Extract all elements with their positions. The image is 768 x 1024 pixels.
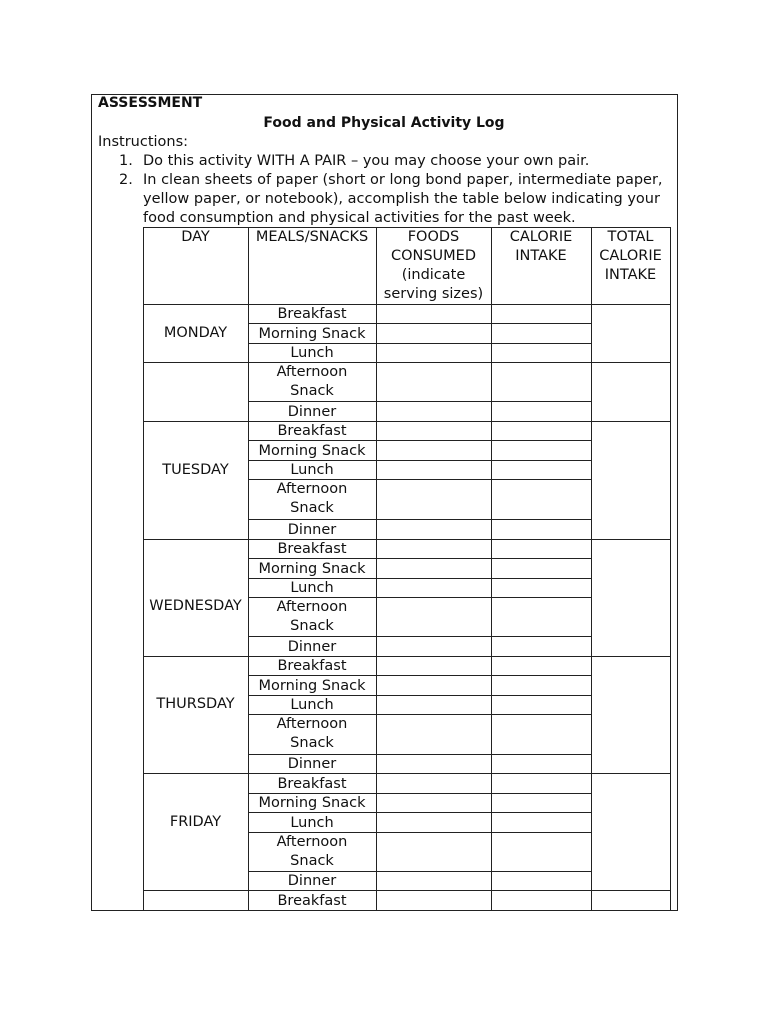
meal-cell-afternoon xyxy=(248,598,376,636)
meal-cell: Lunch xyxy=(290,462,334,478)
header-foods-line-1: FOODS xyxy=(407,229,460,245)
assessment-heading: ASSESSMENT xyxy=(98,95,203,111)
header-calorie-line-2: INTAKE xyxy=(515,248,567,264)
header-day xyxy=(143,228,248,247)
meal-cell: Morning Snack xyxy=(258,677,366,694)
instruction-1-line-1: Do this activity WITH A PAIR – you may choose your own pair. xyxy=(143,153,590,169)
afternoon-line-1: Afternoon xyxy=(276,364,348,380)
meal-cell-afternoon xyxy=(248,363,376,401)
instruction-number-1: 1. xyxy=(119,153,133,169)
header-foods xyxy=(376,228,491,304)
day-label-monday: MONDAY xyxy=(163,325,228,341)
meal-cell: Lunch xyxy=(290,580,334,596)
header-foods-line-3: (indicate xyxy=(401,267,466,283)
meal-cell: Morning Snack xyxy=(258,325,366,342)
header-total xyxy=(591,228,670,285)
day-label-friday: FRIDAY xyxy=(169,814,222,830)
afternoon-line-1: Afternoon xyxy=(276,834,348,850)
afternoon-line-2: Snack xyxy=(290,853,334,869)
meal-cell: Breakfast xyxy=(277,775,347,792)
meal-cell: Morning Snack xyxy=(258,795,366,811)
header-total-line-2: CALORIE xyxy=(599,248,662,264)
header-calorie-line-1: CALORIE xyxy=(509,229,573,245)
afternoon-line-1: Afternoon xyxy=(276,599,348,615)
meal-cell-afternoon xyxy=(248,715,376,753)
header-calorie xyxy=(491,228,591,266)
afternoon-line-2: Snack xyxy=(290,618,334,634)
header-day-text: DAY xyxy=(181,229,210,245)
afternoon-line-2: Snack xyxy=(290,500,334,516)
instruction-2-line-1: In clean sheets of paper (short or long bond paper, intermediate paper, xyxy=(143,172,663,188)
page-title: Food and Physical Activity Log xyxy=(263,115,505,131)
meal-cell: Breakfast xyxy=(277,305,347,322)
meal-cell-last: Breakfast xyxy=(277,892,347,909)
day-label-tuesday: TUESDAY xyxy=(162,462,229,478)
header-total-line-1: TOTAL xyxy=(607,229,654,245)
header-meals-text: MEALS/SNACKS xyxy=(255,229,369,245)
afternoon-line-2: Snack xyxy=(290,383,334,399)
meal-cell-afternoon xyxy=(248,480,376,518)
header-meals xyxy=(248,228,376,247)
afternoon-line-1: Afternoon xyxy=(276,716,348,732)
header-foods-line-2: CONSUMED xyxy=(390,248,477,264)
meal-cell: Breakfast xyxy=(277,658,347,674)
day-label-thursday: THURSDAY xyxy=(156,695,235,712)
meal-cell: Lunch xyxy=(290,814,334,831)
meal-cell: Dinner xyxy=(287,756,337,772)
meal-cell: Lunch xyxy=(290,345,334,361)
instructions-label: Instructions: xyxy=(98,134,189,150)
meal-cell-afternoon xyxy=(248,833,376,871)
header-total-line-3: INTAKE xyxy=(604,267,657,283)
header-foods-line-4: serving sizes) xyxy=(383,286,484,302)
instruction-number-2: 2. xyxy=(119,172,133,188)
meal-cell: Dinner xyxy=(287,403,337,420)
instruction-2-line-2: yellow paper, or notebook), accomplish the table below indicating your xyxy=(143,191,660,207)
day-label-wednesday: WEDNESDAY xyxy=(149,597,242,614)
meal-cell: Morning Snack xyxy=(258,560,366,577)
meal-cell: Morning Snack xyxy=(258,442,366,459)
meal-cell: Breakfast xyxy=(277,541,347,557)
instruction-2-line-3: food consumption and physical activities for the past week. xyxy=(143,210,576,226)
afternoon-line-1: Afternoon xyxy=(276,481,348,497)
meal-cell: Dinner xyxy=(287,521,337,538)
meal-cell: Lunch xyxy=(290,697,334,713)
afternoon-line-2: Snack xyxy=(290,735,334,751)
meal-cell: Breakfast xyxy=(277,423,347,439)
meal-cell: Dinner xyxy=(287,873,337,889)
meal-cell: Dinner xyxy=(287,638,337,655)
